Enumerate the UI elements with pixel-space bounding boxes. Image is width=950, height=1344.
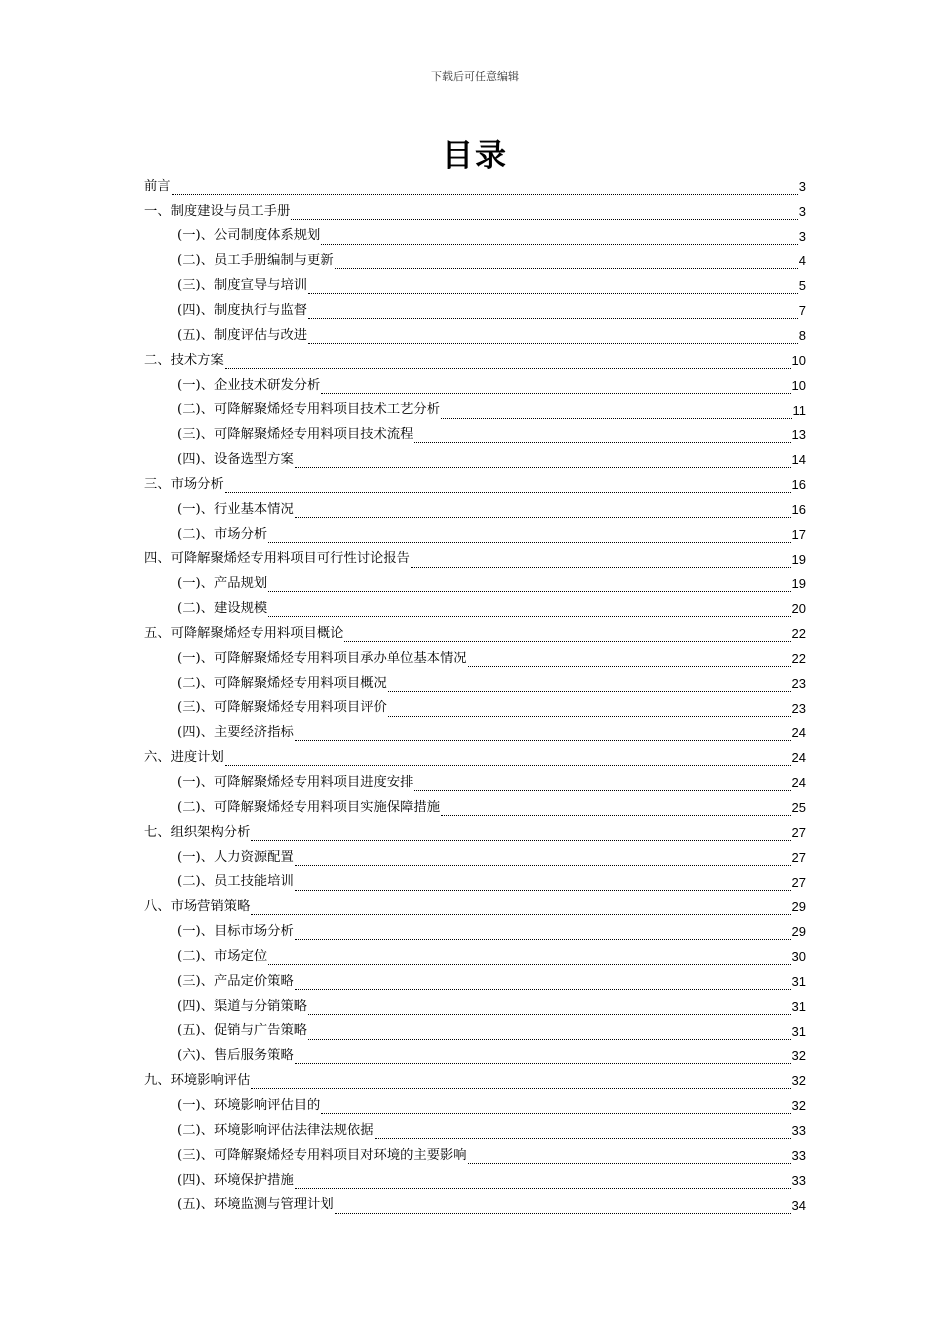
toc-dot-leader [468, 1153, 791, 1164]
toc-page-number: 33 [791, 1172, 806, 1188]
toc-page-number: 16 [791, 477, 806, 493]
header-note: 下载后可任意编辑 [431, 70, 519, 83]
toc-dot-leader [308, 1029, 790, 1040]
toc-page-number: 14 [791, 452, 806, 468]
toc-page-number: 30 [791, 949, 806, 965]
toc-page-number: 32 [791, 1098, 806, 1114]
toc-page-number: 19 [791, 551, 806, 567]
toc-entry-label: (一)、环境影响评估目的 [177, 1097, 321, 1113]
toc-entry-label: (一)、可降解聚烯烃专用料项目承办单位基本情况 [177, 650, 467, 666]
toc-entry-label: (二)、市场分析 [177, 526, 268, 542]
toc-dot-leader [321, 234, 797, 245]
toc-subentry[interactable] [144, 1168, 806, 1193]
toc-page-number: 34 [791, 1197, 806, 1213]
toc-page-number: 31 [791, 973, 806, 989]
toc-entry-label: (三)、可降解聚烯烃专用料项目评价 [177, 700, 387, 716]
toc-entry-label: (五)、促销与广告策略 [177, 1023, 308, 1039]
toc-page-number: 27 [791, 824, 806, 840]
toc-entry-label: (二)、建设规模 [177, 601, 268, 617]
toc-dot-leader [268, 581, 790, 592]
toc-entry-label: (四)、设备选型方案 [177, 452, 294, 468]
toc-page-number: 24 [791, 750, 806, 766]
toc-page-number: 3 [798, 203, 806, 219]
toc-subentry[interactable] [144, 671, 806, 696]
toc-entry-label: (三)、产品定价策略 [177, 973, 294, 989]
toc-subentry[interactable] [144, 1093, 806, 1118]
toc-subentry[interactable] [144, 497, 806, 522]
toc-page-number: 20 [791, 601, 806, 617]
toc-entry[interactable] [144, 174, 806, 199]
toc-dot-leader [295, 855, 791, 866]
toc-entry-label: (二)、市场定位 [177, 948, 268, 964]
toc-dot-leader [295, 730, 791, 741]
toc-subentry[interactable] [144, 696, 806, 721]
toc-page-number: 27 [791, 874, 806, 890]
toc-dot-leader [414, 780, 790, 791]
toc-dot-leader [268, 954, 790, 965]
toc-entry-label: 九、环境影响评估 [144, 1073, 251, 1089]
toc-page-number: 10 [791, 377, 806, 393]
toc-entry-label: (四)、主要经济指标 [177, 725, 294, 741]
toc-subentry[interactable] [144, 944, 806, 969]
toc-subentry[interactable] [144, 522, 806, 547]
toc-subentry[interactable] [144, 373, 806, 398]
toc-entry-label: 五、可降解聚烯烃专用料项目概论 [144, 625, 344, 641]
toc-page-number: 24 [791, 725, 806, 741]
toc-entry-label: 二、技术方案 [144, 352, 224, 368]
toc-entry-label: 一、制度建设与员工手册 [144, 203, 291, 219]
toc-page-number: 10 [791, 352, 806, 368]
toc-subentry[interactable] [144, 1118, 806, 1143]
toc-subentry[interactable] [144, 770, 806, 795]
toc-subentry[interactable] [144, 919, 806, 944]
toc-subentry[interactable] [144, 422, 806, 447]
toc-subentry[interactable] [144, 969, 806, 994]
toc-dot-leader [295, 507, 791, 518]
toc-entry-label: 四、可降解聚烯烃专用料项目可行性讨论报告 [144, 551, 410, 567]
toc-entry-label: 七、组织架构分析 [144, 824, 251, 840]
toc-entry-label: (三)、可降解聚烯烃专用料项目对环境的主要影响 [177, 1147, 467, 1163]
toc-entry[interactable] [144, 547, 806, 572]
toc-subentry[interactable] [144, 447, 806, 472]
toc-entry-label: 前言 [144, 178, 171, 194]
toc-page-number: 5 [798, 278, 806, 294]
toc-entry[interactable] [144, 199, 806, 224]
toc-dot-leader [321, 1103, 790, 1114]
toc-entry[interactable] [144, 348, 806, 373]
toc-subentry[interactable] [144, 1044, 806, 1069]
toc-subentry[interactable] [144, 1019, 806, 1044]
toc-dot-leader [295, 1178, 791, 1189]
toc-dot-leader [295, 929, 791, 940]
toc-entry-label: (二)、员工技能培训 [177, 874, 294, 890]
toc-subentry[interactable] [144, 721, 806, 746]
toc-entry-label: (六)、售后服务策略 [177, 1048, 294, 1064]
toc-title: 目录 [442, 138, 508, 174]
toc-entry-label: (一)、目标市场分析 [177, 924, 294, 940]
toc-page-number: 8 [798, 327, 806, 343]
toc-entry[interactable] [144, 472, 806, 497]
toc-page-number: 32 [791, 1048, 806, 1064]
toc-entry-label: 三、市场分析 [144, 476, 224, 492]
toc-entry-label: (一)、可降解聚烯烃专用料项目进度安排 [177, 775, 414, 791]
toc-dot-leader [295, 457, 791, 468]
toc-page-number: 16 [791, 501, 806, 517]
toc-subentry[interactable] [144, 298, 806, 323]
toc-dot-leader [441, 805, 791, 816]
toc-dot-leader [308, 333, 798, 344]
toc-dot-leader [414, 432, 790, 443]
toc-subentry[interactable] [144, 1143, 806, 1168]
toc-page-number: 22 [791, 626, 806, 642]
toc-dot-leader [441, 408, 791, 419]
toc-dot-leader [251, 830, 790, 841]
toc-dot-leader [308, 308, 798, 319]
toc-dot-leader [172, 184, 798, 195]
toc-dot-leader [335, 258, 798, 269]
toc-page-number: 3 [798, 228, 806, 244]
toc-subentry[interactable] [144, 646, 806, 671]
toc-dot-leader [468, 656, 791, 667]
toc-page-number: 7 [798, 303, 806, 319]
toc-entry[interactable] [144, 1068, 806, 1093]
toc-page-number: 3 [798, 178, 806, 194]
toc-dot-leader [291, 209, 798, 220]
toc-dot-leader [411, 557, 791, 568]
toc-subentry[interactable] [144, 273, 806, 298]
toc-dot-leader [225, 755, 791, 766]
toc-page-number: 23 [791, 700, 806, 716]
toc-entry-label: (一)、公司制度体系规划 [177, 228, 321, 244]
toc-subentry[interactable] [144, 870, 806, 895]
toc-dot-leader [335, 1203, 791, 1214]
toc-entry-label: (一)、行业基本情况 [177, 501, 294, 517]
toc-dot-leader [225, 358, 791, 369]
toc-entry-label: (二)、可降解聚烯烃专用料项目技术工艺分析 [177, 402, 441, 418]
toc-page-number: 24 [791, 775, 806, 791]
toc-entry-label: (四)、制度执行与监督 [177, 302, 308, 318]
toc-entry-label: (一)、企业技术研发分析 [177, 377, 321, 393]
toc-subentry[interactable] [144, 224, 806, 249]
toc-page-number: 17 [791, 526, 806, 542]
toc-page-number: 22 [791, 650, 806, 666]
toc-dot-leader [321, 383, 790, 394]
toc-entry-label: 八、市场营销策略 [144, 899, 251, 915]
toc-entry-label: (五)、制度评估与改进 [177, 327, 308, 343]
toc-entry[interactable] [144, 894, 806, 919]
toc-entry-label: (二)、可降解聚烯烃专用料项目概况 [177, 675, 387, 691]
toc-entry-label: (三)、可降解聚烯烃专用料项目技术流程 [177, 427, 414, 443]
toc-entry[interactable] [144, 820, 806, 845]
toc-page-number: 29 [791, 899, 806, 915]
toc-page-number: 4 [798, 253, 806, 269]
toc-page-number: 11 [792, 402, 806, 418]
toc-dot-leader [295, 1053, 791, 1064]
toc-subentry[interactable] [144, 795, 806, 820]
toc-dot-leader [268, 606, 790, 617]
toc-page-number: 33 [791, 1122, 806, 1138]
toc-entry-label: (五)、环境监测与管理计划 [177, 1197, 334, 1213]
toc-page-number: 27 [791, 849, 806, 865]
toc-dot-leader [388, 681, 791, 692]
toc-page-number: 33 [791, 1147, 806, 1163]
toc-dot-leader [375, 1128, 791, 1139]
toc-dot-leader [251, 904, 790, 915]
toc-entry[interactable] [144, 621, 806, 646]
toc-page-number: 13 [791, 427, 806, 443]
toc-entry-label: (一)、人力资源配置 [177, 849, 294, 865]
toc-entry-label: (一)、产品规划 [177, 576, 268, 592]
table-of-contents [144, 174, 806, 1217]
toc-entry-label: (二)、环境影响评估法律法规依据 [177, 1122, 374, 1138]
toc-entry[interactable] [144, 745, 806, 770]
toc-dot-leader [225, 482, 791, 493]
toc-dot-leader [251, 1078, 790, 1089]
toc-subentry[interactable] [144, 845, 806, 870]
toc-dot-leader [388, 706, 791, 717]
toc-entry-label: (四)、渠道与分销策略 [177, 998, 308, 1014]
toc-entry-label: (二)、员工手册编制与更新 [177, 253, 334, 269]
toc-page-number: 31 [791, 1023, 806, 1039]
toc-page-number: 19 [791, 576, 806, 592]
toc-page-number: 29 [791, 924, 806, 940]
toc-page-number: 23 [791, 675, 806, 691]
toc-dot-leader [295, 880, 791, 891]
toc-subentry[interactable] [144, 249, 806, 274]
toc-dot-leader [308, 1004, 790, 1015]
toc-dot-leader [268, 532, 790, 543]
toc-page-number: 25 [791, 800, 806, 816]
toc-page-number: 32 [791, 1073, 806, 1089]
toc-subentry[interactable] [144, 596, 806, 621]
toc-subentry[interactable] [144, 1193, 806, 1218]
toc-dot-leader [295, 979, 791, 990]
toc-entry-label: (二)、可降解聚烯烃专用料项目实施保障措施 [177, 799, 441, 815]
toc-subentry[interactable] [144, 323, 806, 348]
toc-entry-label: (四)、环境保护措施 [177, 1172, 294, 1188]
toc-entry-label: (三)、制度宣导与培训 [177, 278, 308, 294]
toc-entry-label: 六、进度计划 [144, 750, 224, 766]
toc-dot-leader [308, 283, 798, 294]
toc-subentry[interactable] [144, 398, 806, 423]
toc-page-number: 31 [791, 998, 806, 1014]
toc-dot-leader [344, 631, 790, 642]
toc-subentry[interactable] [144, 994, 806, 1019]
toc-subentry[interactable] [144, 572, 806, 597]
